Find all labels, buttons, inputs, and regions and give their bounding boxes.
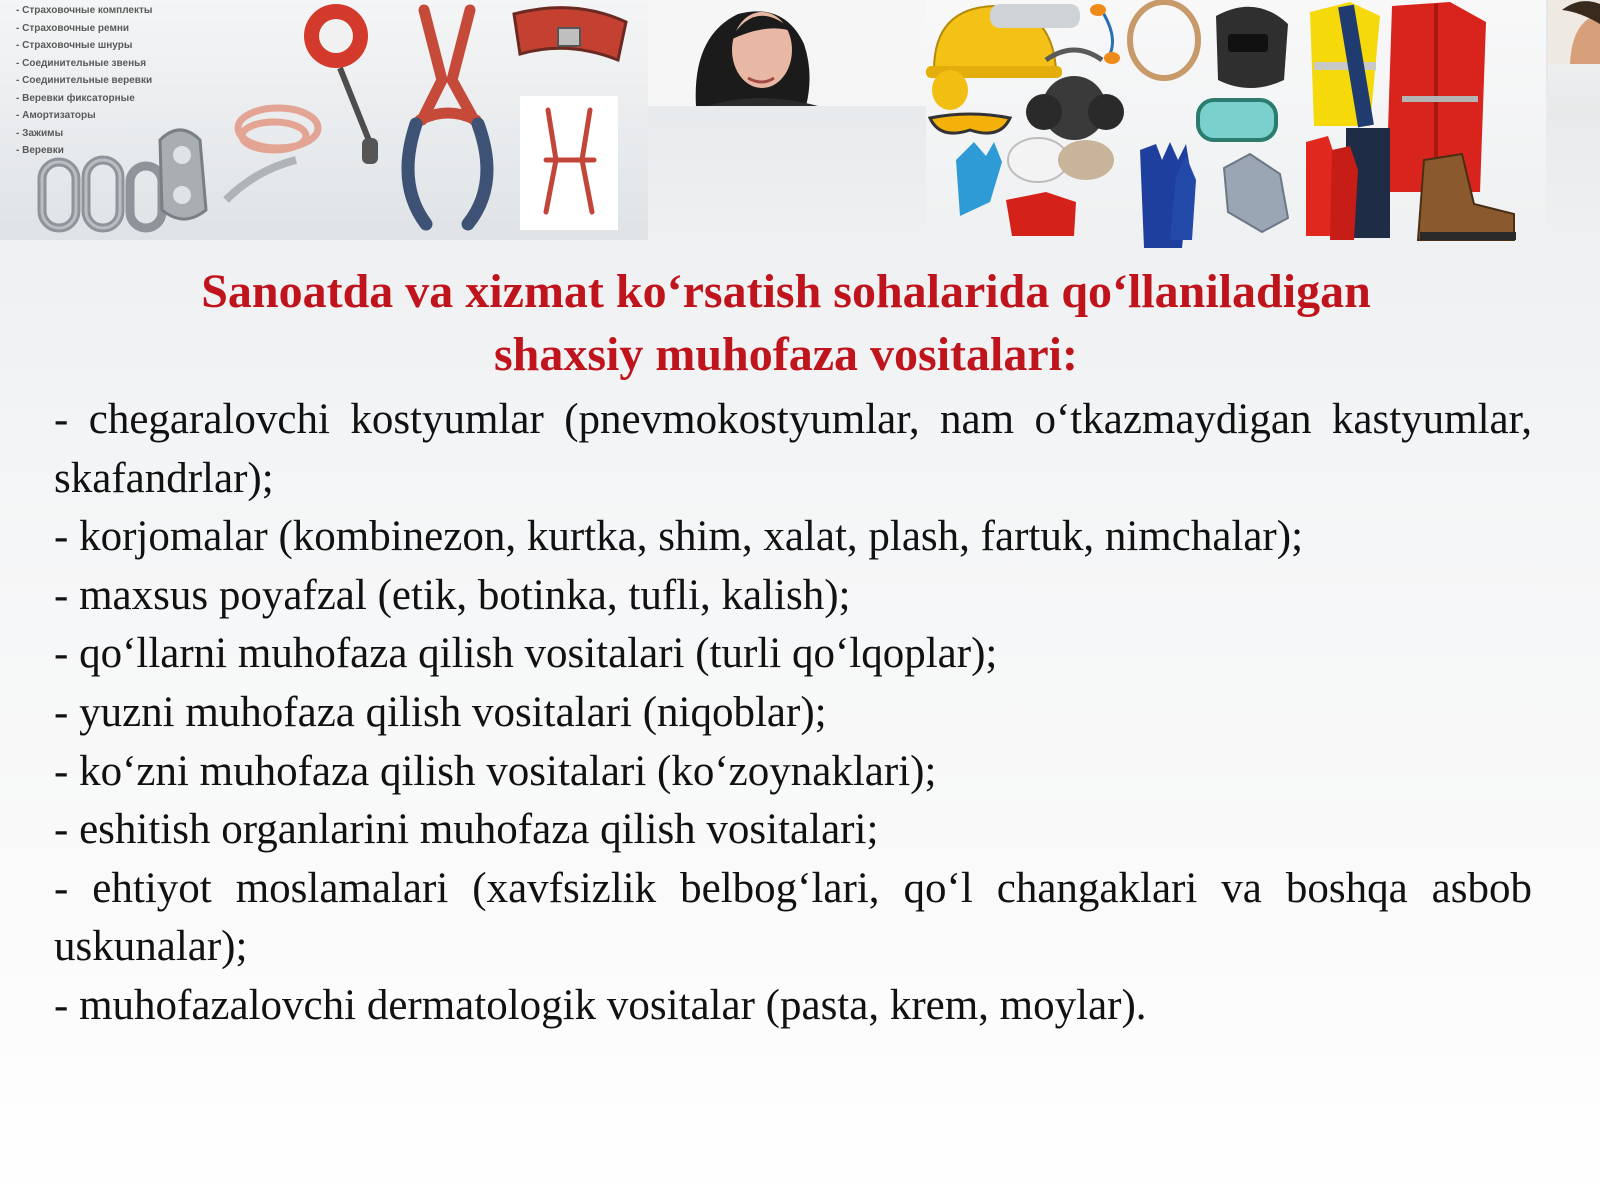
slide-title: [60, 260, 1512, 386]
caption-item: - Зажимы: [16, 127, 64, 139]
caption-item: - Веревки: [16, 145, 64, 156]
list-item: - chegaralovchi kostyumlar (pnevmokostyumlar, nam o‘tkazmaydigan kastyumlar, skafandrlar);: [54, 396, 1532, 502]
list-item: - yuzni muhofaza qilish vositalari (niqoblar);: [54, 688, 827, 736]
caption-item: - Амортизаторы: [16, 110, 96, 121]
header-photo-strip: [0, 0, 1600, 250]
ppe-list: [54, 391, 1532, 1036]
caption-item: - Веревки фиксаторные: [16, 92, 135, 104]
list-item: - eshitish organlarini muhofaza qilish vositalari;: [54, 806, 879, 854]
fall-protection-equipment-image: [0, 0, 648, 240]
caption-item: - Соединительные веревки: [16, 75, 153, 86]
caption-item: - Соединительные звенья: [16, 57, 147, 69]
caption-item: - Страховочные шнуры: [16, 40, 133, 51]
edge-photo-illustration: [1548, 0, 1600, 120]
ppe-collage-image: [926, 0, 1546, 250]
list-item: - maxsus poyafzal (etik, botinka, tufli, kalish);: [54, 571, 851, 619]
presenter-image: [648, 0, 926, 106]
title-line-1: Sanoatda va xizmat ko‘rsatish sohalarida qo‘llaniladigan: [201, 265, 1371, 318]
list-item: - ko‘zni muhofaza qilish vositalari (ko‘zoynaklari);: [54, 747, 937, 795]
caption-item: - Страховочные ремни: [16, 22, 130, 34]
list-item: - ehtiyot moslamalari (xavfsizlik belbog‘lari, qo‘l changaklari va boshqa asbob uskunalar);: [54, 864, 1532, 971]
equipment-caption-list: [16, 2, 152, 160]
list-item: - qo‘llarni muhofaza qilish vositalari (turli qo‘lqoplar);: [54, 630, 998, 678]
ppe-collage-illustration: [926, 0, 1546, 250]
list-item: - korjomalar (kombinezon, kurtka, shim, xalat, plash, fartuk, nimchalar);: [54, 513, 1304, 561]
list-item: - muhofazalovchi dermatologik vositalar (pasta, krem, moylar).: [54, 981, 1147, 1029]
caption-item: - Страховочные комплекты: [16, 5, 153, 16]
edge-photo-image: [1548, 0, 1600, 120]
title-line-2: shaxsiy muhofaza vositalari:: [493, 328, 1078, 381]
presenter-illustration: [648, 0, 926, 106]
